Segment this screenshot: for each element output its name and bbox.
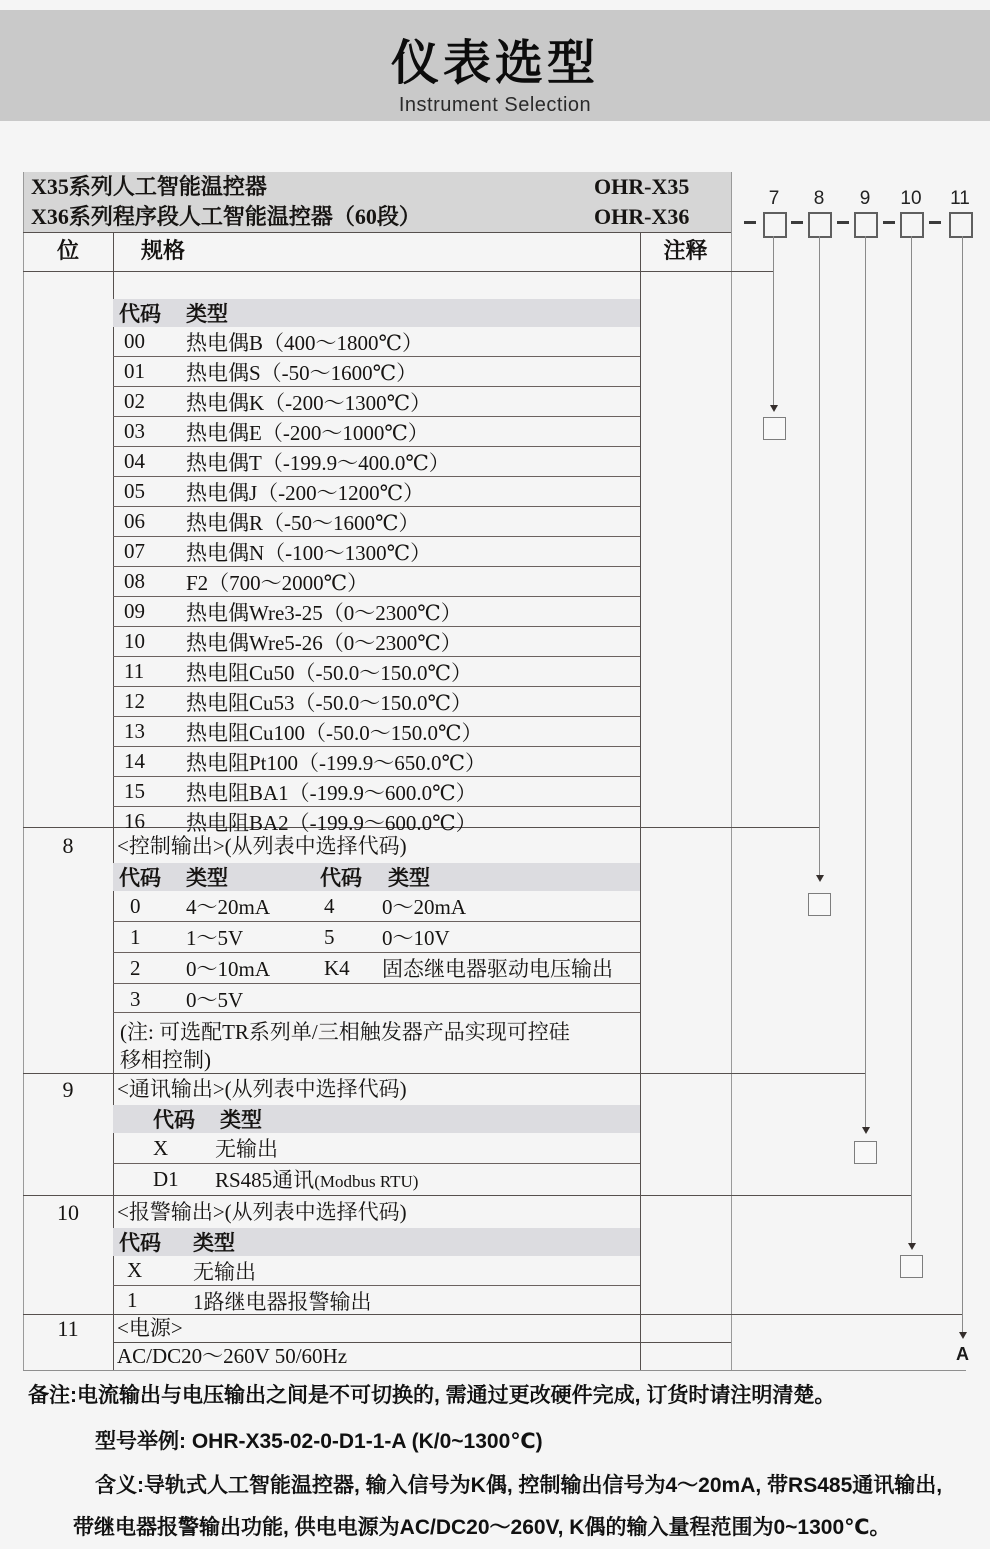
header-top-border: [23, 232, 731, 233]
row-type: 热电偶S（-50～1600℃）: [186, 360, 418, 385]
table-row: [113, 1285, 640, 1315]
row-type: 热电阻BA2（-199.9～600.0℃）: [186, 810, 477, 835]
row-type: F2（700～2000℃）: [186, 570, 369, 595]
arrow-down-icon: [770, 405, 778, 412]
table-bottom-border: [23, 1370, 966, 1371]
leader-line-10: [911, 236, 912, 1243]
note-line: (注: 可选配TR系列单/三相触发器产品实现可控硅: [120, 1020, 570, 1044]
row-type: 热电阻Pt100（-199.9～650.0℃）: [186, 750, 486, 775]
row-type: 热电偶B（400～1800℃）: [186, 330, 423, 355]
row-type: 热电偶N（-100～1300℃）: [186, 540, 432, 565]
row-type: 4～20mA: [186, 895, 270, 919]
subtable-header: [113, 863, 640, 891]
row-code: 0: [130, 893, 141, 918]
row-code: 13: [124, 719, 145, 743]
note-remark: 备注:电流输出与电压输出之间是不可切换的, 需通过更改硬件完成, 订货时请注明清楚。: [28, 1384, 836, 1407]
position-label-9: 9: [62, 1077, 74, 1102]
code-box-8: [808, 212, 832, 238]
product-row: [23, 172, 731, 202]
row-type: 热电偶E（-200～1000℃）: [186, 420, 429, 445]
example-power-code: A: [956, 1344, 969, 1364]
leader-line-9: [865, 236, 866, 1127]
row-code: 1: [127, 1288, 138, 1312]
header-code: 代码: [119, 1231, 161, 1255]
product-model: OHR-X35: [594, 174, 690, 199]
row-code: 07: [124, 539, 145, 563]
table-border-right: [731, 172, 732, 1370]
row-code: 11: [124, 659, 145, 683]
alarm-output-table: [113, 1228, 640, 1315]
arrow-down-icon: [908, 1243, 916, 1250]
table-row: [113, 356, 640, 386]
column-header-zhushi: 注释: [663, 238, 708, 263]
subtable-header: [113, 299, 640, 327]
row-type: 0～5V: [186, 988, 244, 1012]
header-code: 代码: [153, 1108, 195, 1132]
row-code: 02: [124, 389, 145, 413]
row-code: 00: [124, 329, 145, 353]
header-type: 类型: [388, 866, 430, 890]
row-code: 12: [124, 689, 145, 713]
row-type2: 0～20mA: [382, 895, 466, 919]
dash-separator: [883, 221, 895, 224]
row-code: 05: [124, 479, 145, 503]
row-type: 热电偶R（-50～1600℃）: [186, 510, 420, 535]
table-row: [113, 327, 640, 356]
comm-output-table: [113, 1105, 640, 1194]
row-type: 无输出: [215, 1137, 278, 1161]
product-name: X35系列人工智能温控器: [31, 174, 267, 199]
arrow-down-icon: [862, 1127, 870, 1134]
note-meaning-cont: 带继电器报警输出功能, 供电电源为AC/DC20～260V, K偶的输入量程范围为0~1300℃。: [73, 1516, 891, 1539]
row-type: 热电偶K（-200～1300℃）: [186, 390, 432, 415]
page-title: 仪表选型: [390, 37, 599, 90]
position-number-7: 7: [768, 188, 780, 209]
leader-line-8: [819, 236, 820, 875]
section7-top-border: [23, 271, 774, 272]
table-row: [113, 716, 640, 746]
code-box-11: [949, 212, 973, 238]
row-code: 10: [124, 629, 145, 653]
selection-box-10: [900, 1255, 923, 1278]
table-row: [113, 921, 640, 952]
row-code: D1: [153, 1166, 179, 1191]
table-row: [113, 1133, 640, 1163]
row-type: 热电阻Cu50（-50.0～150.0℃）: [186, 660, 472, 685]
dash-separator: [744, 221, 756, 224]
row-code: 3: [130, 986, 141, 1011]
input-type-table: [113, 299, 640, 836]
row-code2: 4: [324, 893, 335, 918]
row-code2: 5: [324, 924, 335, 949]
section9-title: <通讯输出>(从列表中选择代码): [117, 1077, 407, 1101]
table-row: [113, 952, 640, 983]
note-example: 型号举例: OHR-X35-02-0-D1-1-A (K/0~1300℃): [95, 1430, 543, 1453]
position-number-11: 11: [950, 188, 970, 209]
note-line: 移相控制): [120, 1048, 211, 1072]
position-label-8: 8: [62, 833, 74, 858]
table-row: [113, 656, 640, 686]
row-code: 1: [130, 924, 141, 949]
header-type: 类型: [186, 302, 228, 326]
arrow-down-icon: [816, 875, 824, 882]
row-type: 热电阻BA1（-199.9～600.0℃）: [186, 780, 477, 805]
row-code: X: [127, 1258, 143, 1282]
control-output-table: [113, 863, 640, 1014]
header-code: 代码: [320, 866, 362, 890]
table-row: [113, 506, 640, 536]
row-type: 1路继电器报警输出: [193, 1289, 372, 1314]
selection-box-7: [763, 417, 786, 440]
code-box-10: [900, 212, 924, 238]
table-row: [113, 776, 640, 806]
code-box-9: [854, 212, 878, 238]
position-number-8: 8: [813, 188, 825, 209]
table-row: [113, 686, 640, 716]
table-row: [113, 386, 640, 416]
section8-title: <控制输出>(从列表中选择代码): [117, 834, 407, 858]
dash-separator: [837, 221, 849, 224]
row-code: 08: [124, 569, 145, 593]
control-output-note: [113, 1012, 640, 1074]
row-type: 热电阻Cu100（-50.0～150.0℃）: [186, 720, 483, 745]
table-row: [113, 891, 640, 921]
row-type: 1～5V: [186, 926, 244, 950]
header-code: 代码: [119, 302, 161, 326]
row-code: 03: [124, 419, 145, 443]
row-type2: 固态继电器驱动电压输出: [382, 957, 613, 981]
product-name: X36系列程序段人工智能温控器（60段）: [31, 204, 421, 229]
page-subtitle: Instrument Selection: [398, 94, 592, 116]
table-row: [113, 983, 640, 1014]
leader-line-11: [962, 236, 963, 1332]
arrow-down-icon: [959, 1332, 967, 1339]
dash-separator: [791, 221, 803, 224]
row-type: 热电阻Cu53（-50.0～150.0℃）: [186, 690, 472, 715]
position-label-11: 11: [57, 1316, 79, 1341]
row-code: 15: [124, 779, 145, 803]
row-code: X: [153, 1135, 169, 1160]
dash-separator: [929, 221, 941, 224]
product-row: [23, 202, 731, 232]
column-header-guige: 规格: [141, 238, 186, 263]
product-model: OHR-X36: [594, 204, 690, 229]
row-type: 热电偶Wre3-25（0～2300℃）: [186, 600, 462, 625]
row-type: 无输出: [193, 1259, 256, 1284]
column-header-wei: 位: [56, 238, 79, 263]
selection-box-8: [808, 893, 831, 916]
selection-box-9: [854, 1141, 877, 1164]
row-type: 0～10mA: [186, 957, 270, 981]
position-number-10: 10: [900, 188, 922, 209]
header-code: 代码: [119, 866, 161, 890]
row-type2: 0～10V: [382, 926, 450, 950]
header-type: 类型: [220, 1108, 262, 1132]
header-type: 类型: [193, 1231, 235, 1255]
row-code: 16: [124, 809, 145, 833]
section10-top-border: [23, 1195, 911, 1196]
row-type: RS485通讯(Modbus RTU): [215, 1168, 419, 1192]
power-spec-value: AC/DC20～260V 50/60Hz: [117, 1344, 348, 1368]
subtable-header: [113, 1105, 640, 1133]
table-row: [113, 446, 640, 476]
table-row: [113, 536, 640, 566]
row-code: 04: [124, 449, 145, 473]
table-row: [113, 1163, 640, 1194]
row-code: 14: [124, 749, 145, 773]
row-code: 06: [124, 509, 145, 533]
section10-title: <报警输出>(从列表中选择代码): [117, 1200, 407, 1224]
column-divider-zhushi: [640, 232, 641, 1370]
row-code2: K4: [324, 955, 350, 980]
code-box-7: [763, 212, 787, 238]
table-row: [113, 1256, 640, 1285]
title-band: [0, 10, 990, 121]
subtable-header: [113, 1228, 640, 1256]
table-row: [113, 416, 640, 446]
row-code: 01: [124, 359, 145, 383]
note-meaning: 含义:导轨式人工智能温控器, 输入信号为K偶, 控制输出信号为4～20mA, 带RS485通讯输出,: [95, 1474, 943, 1497]
product-band: [23, 172, 731, 232]
row-type: 热电偶Wre5-26（0～2300℃）: [186, 630, 462, 655]
row-code: 09: [124, 599, 145, 623]
header-type: 类型: [186, 866, 228, 890]
row-type: 热电偶J（-200～1200℃）: [186, 480, 425, 505]
table-row: [113, 626, 640, 656]
table-row: [113, 476, 640, 506]
table-row: [113, 596, 640, 626]
section11-title: <电源>: [117, 1316, 183, 1340]
row-code: 2: [130, 955, 141, 980]
position-label-10: 10: [57, 1200, 79, 1225]
table-row: [113, 746, 640, 776]
table-row: [113, 566, 640, 596]
position-number-9: 9: [859, 188, 871, 209]
leader-line-7: [773, 236, 774, 405]
row-type: 热电偶T（-199.9～400.0℃）: [186, 450, 450, 475]
table-border-left: [23, 172, 24, 1370]
